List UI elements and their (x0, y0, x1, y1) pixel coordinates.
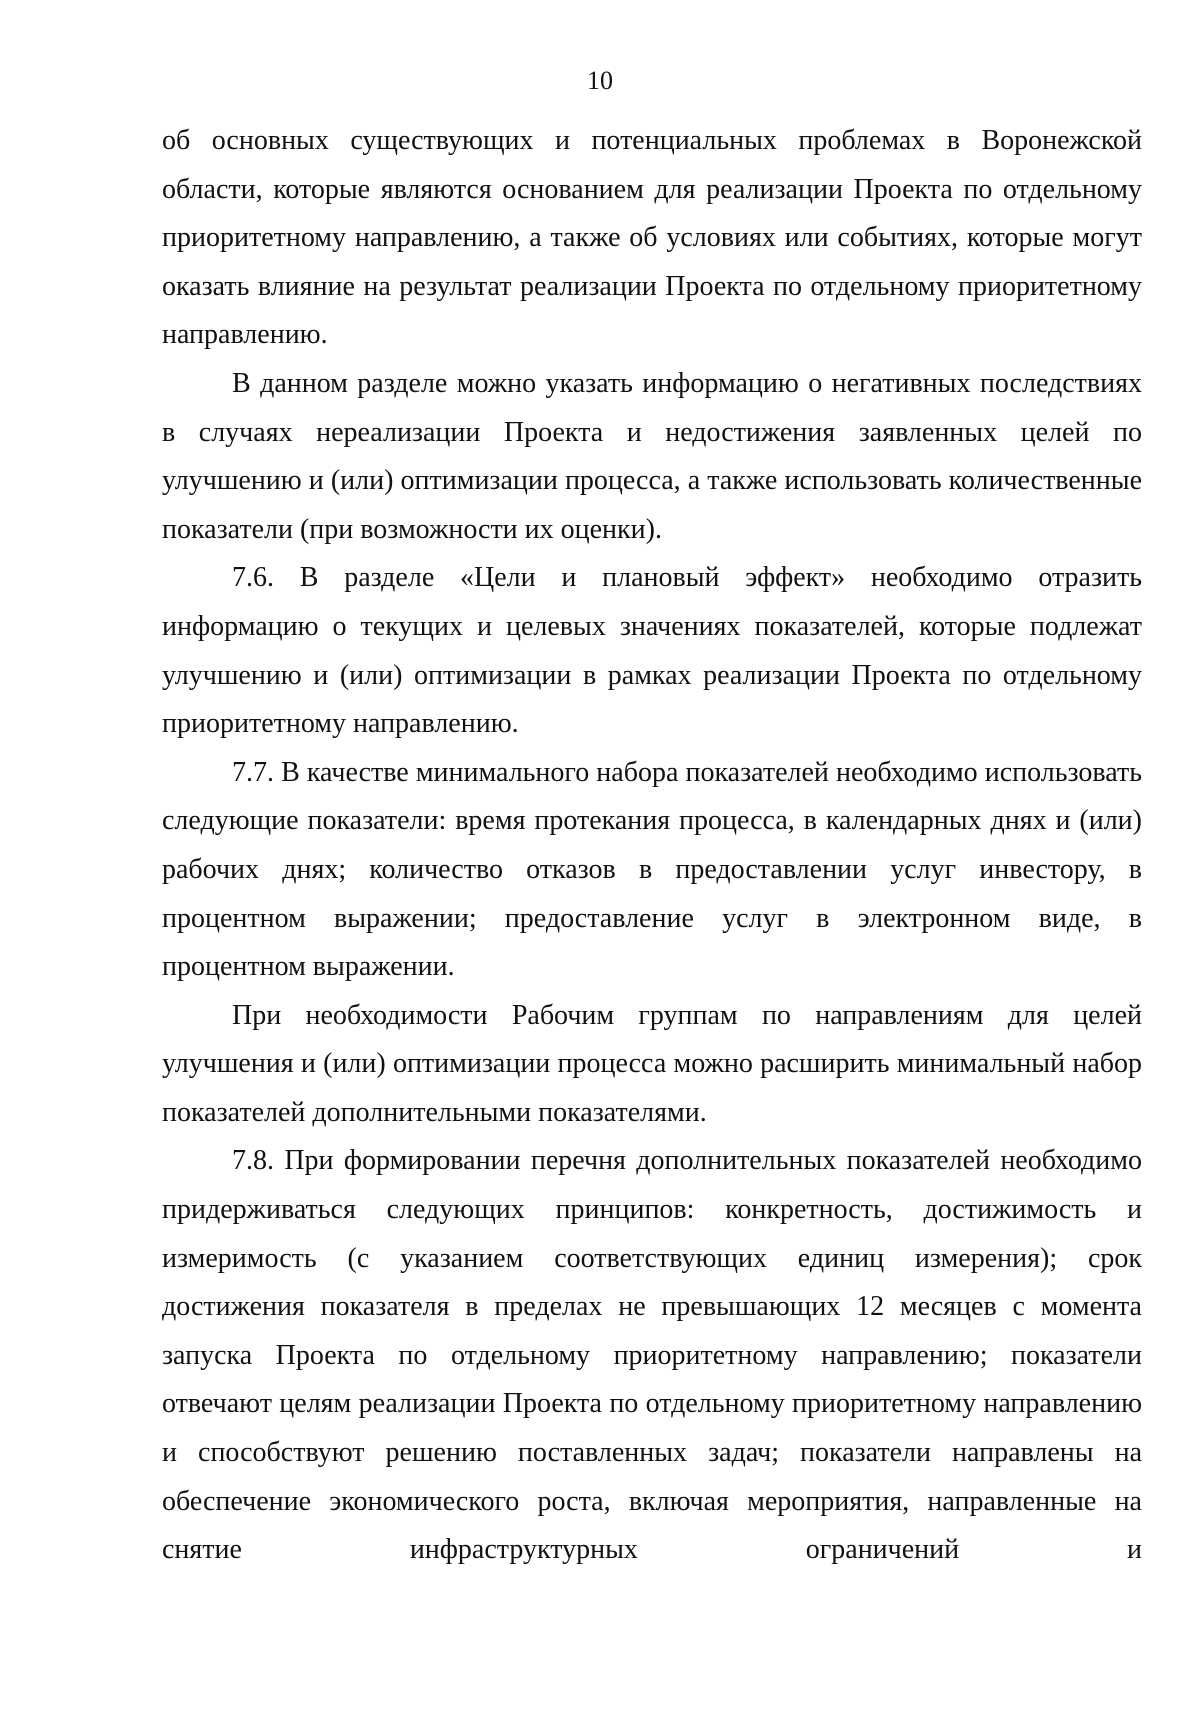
paragraph-negative-consequences: В данном разделе можно указать информацию о негативных последствиях в случаях нереализации Проекта и недостижения заявленных целей по улучшению и (или) оптимизации процесса, а также использовать количественные показатели (при возможности их оценки). (162, 367, 1142, 545)
paragraph-extend-indicators: При необходимости Рабочим группам по направлениям для целей улучшения и (или) оптимизации процесса можно расширить минимальный набор показателей дополнительными показателями. (162, 999, 1142, 1128)
paragraph-problems-continuation: об основных существующих и потенциальных проблемах в Воронежской области, которые являются основанием для реализации Проекта по отдельному приоритетному направлению, а также об условиях или событиях, которые могут оказать влияние на результат реализации Проекта по отдельному приоритетному направлению. (162, 125, 1142, 351)
paragraph-7-7-minimal-indicators: 7.7. В качестве минимального набора показателей необходимо использовать следующие показатели: время протекания процесса, в календарных днях и (или) рабочих днях; количество отказов в предоставлении услуг инвестору, в процентном выражении; предоставление услуг в электронном виде, в процентном выражении. (162, 756, 1142, 983)
paragraph-7-6-goals-effect: 7.6. В разделе «Цели и плановый эффект» необходимо отразить информацию о текущих и целевых значениях показателей, которые подлежат улучшению и (или) оптимизации в рамках реализации Проекта по отдельному приоритетному направлению. (162, 562, 1142, 740)
document-body (162, 117, 1142, 1575)
page-number: 10 (587, 66, 613, 95)
paragraph-7-8-principles: 7.8. При формировании перечня дополнительных показателей необходимо придерживаться следующих принципов: конкретность, достижимость и измеримость (с указанием соответствующих единиц измерения); срок достижения показателя в пределах не превышающих 12 месяцев с момента запуска Проекта по отдельному приоритетному направлению; показатели отвечают целям реализации Проекта по отдельному приоритетному направлению и способствуют решению поставленных задач; показатели направлены на обеспечение экономического роста, включая мероприятия, направленные на снятие инфраструктурных ограничений и (162, 1145, 1142, 1566)
